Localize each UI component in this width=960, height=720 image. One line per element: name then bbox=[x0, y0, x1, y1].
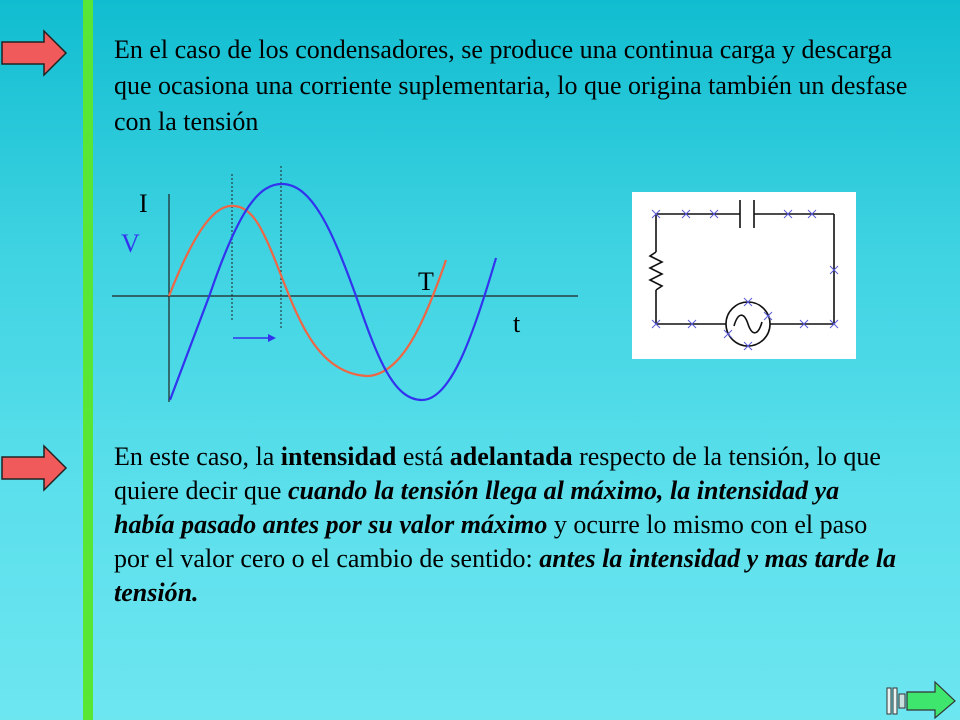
circuit-diagram bbox=[632, 192, 856, 359]
right-arrow-icon bbox=[0, 443, 70, 493]
label-time-axis: t bbox=[513, 309, 521, 338]
sidebar-accent-bar bbox=[83, 0, 93, 720]
emphasis-phrase: cuando la tensión llega al máximo, la intensidad ya había pasado antes por su valor máximo bbox=[114, 476, 840, 539]
text-run: y ocurre lo mismo con el paso por el valor cero o el cambio de sentido: bbox=[114, 510, 868, 573]
right-arrow-icon bbox=[0, 28, 70, 78]
intro-paragraph: En el caso de los condensadores, se produce una continua carga y descarga que ocasiona una corriente suplementaria, lo que origina también un desfase con la tensión bbox=[114, 35, 908, 136]
label-current: I bbox=[139, 189, 148, 218]
next-slide-icon[interactable] bbox=[885, 680, 957, 720]
explanation-paragraph bbox=[114, 440, 904, 610]
node-markers bbox=[652, 210, 838, 350]
text-run: En este caso, la bbox=[114, 442, 281, 471]
label-voltage: V bbox=[121, 229, 140, 258]
label-period: T bbox=[418, 267, 434, 296]
waveform-graph bbox=[100, 160, 590, 410]
text-run: está bbox=[396, 442, 450, 471]
rc-circuit-icon bbox=[632, 192, 856, 359]
current-wave bbox=[170, 184, 496, 400]
text-run: respecto de la tensión, lo que quiere decir que bbox=[114, 442, 881, 505]
emphasis-conclusion: antes la intensidad y mas tarde la tensión. bbox=[114, 544, 897, 607]
keyword-intensidad: intensidad bbox=[280, 442, 397, 471]
arrow-head-icon bbox=[268, 334, 276, 342]
keyword-adelantada: adelantada bbox=[449, 442, 573, 471]
